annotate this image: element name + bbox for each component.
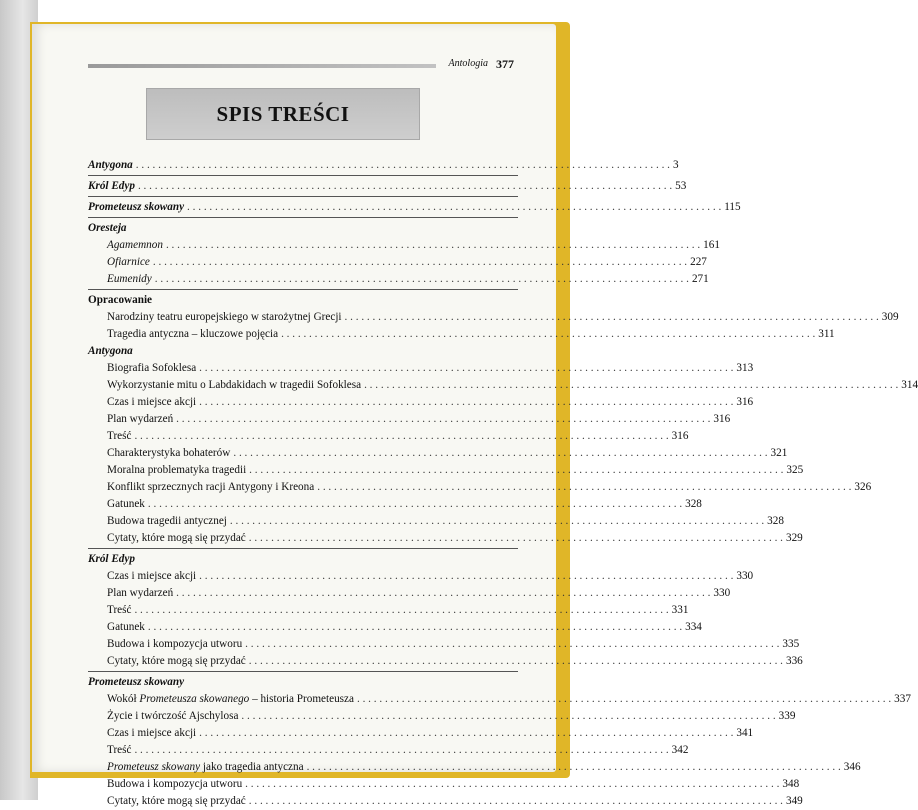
- toc-entry-page: 326: [854, 481, 872, 493]
- toc-entry-label: Plan wydarzeń: [107, 587, 174, 599]
- toc-entry-agamemnon: [88, 237, 720, 254]
- toc-entry-label: Gatunek: [107, 621, 145, 633]
- toc-entry-page: 341: [736, 727, 754, 739]
- leader-dots: [134, 742, 668, 759]
- page-header: [88, 58, 514, 74]
- toc-heading-label: Prometeusz skowany: [88, 676, 185, 688]
- toc-heading-prometeusz: [88, 674, 518, 691]
- toc-entry-label: Moralna problematyka tragedii: [107, 464, 247, 476]
- leader-dots: [136, 157, 670, 174]
- toc-entry-krol-edyp: [88, 178, 687, 195]
- toc-entry-label: Czas i miejsce akcji: [107, 396, 197, 408]
- divider: [88, 217, 518, 218]
- leader-dots: [230, 513, 764, 530]
- toc-entry: [88, 428, 689, 445]
- leader-dots: [249, 653, 783, 670]
- toc-entry-page: 335: [782, 638, 800, 650]
- toc-entry: [88, 585, 731, 602]
- divider: [88, 175, 518, 176]
- toc-entry-label: [107, 759, 304, 776]
- toc-entry-label: Eumenidy: [107, 273, 152, 285]
- leader-dots: [249, 462, 783, 479]
- leader-dots: [166, 237, 700, 254]
- leader-dots: [199, 360, 733, 377]
- toc-entry-label: Czas i miejsce akcji: [107, 727, 197, 739]
- divider: [88, 548, 518, 549]
- toc-entry-label: Gatunek: [107, 498, 145, 510]
- leader-dots: [245, 636, 779, 653]
- toc-entry-label: Tragedia antyczna – kluczowe pojęcia: [107, 328, 279, 340]
- toc-heading-antygona: [88, 343, 518, 360]
- toc-entry-page: 53: [675, 180, 687, 192]
- toc-entry-prometeusz: [88, 199, 741, 216]
- leader-dots: [345, 309, 879, 326]
- leader-dots: [307, 759, 841, 776]
- toc-entry-page: 309: [881, 311, 899, 323]
- toc-entry-label: Konflikt sprzecznych racji Antygony i Kreona: [107, 481, 315, 493]
- toc-entry-label: Życie i twórczość Ajschylosa: [107, 710, 239, 722]
- header-rule: [88, 64, 436, 68]
- toc-entry: [88, 377, 918, 394]
- toc-entry-label: Cytaty, które mogą się przydać: [107, 655, 246, 667]
- toc-entry: [88, 619, 702, 636]
- toc-entry-label: Król Edyp: [88, 180, 135, 192]
- leader-dots: [249, 530, 783, 547]
- toc-entry-label: Biografia Sofoklesa: [107, 362, 197, 374]
- toc-entry: [88, 653, 803, 670]
- toc-entry: [88, 725, 754, 742]
- toc-entry-page: 348: [782, 778, 800, 790]
- toc-heading-label: Król Edyp: [88, 553, 135, 565]
- leader-dots: [199, 725, 733, 742]
- page-number: 377: [496, 57, 514, 71]
- toc-entry-label: [107, 691, 354, 708]
- leader-dots: [364, 377, 898, 394]
- toc-entry-label: Treść: [107, 744, 132, 756]
- toc-entry: [88, 759, 861, 776]
- leader-dots: [134, 428, 668, 445]
- toc-heading-label: Oresteja: [88, 222, 127, 234]
- toc-entry: [88, 326, 835, 343]
- toc-entry: [88, 411, 731, 428]
- toc-entry: [88, 691, 911, 708]
- toc-entry-label: Cytaty, które mogą się przydać: [107, 532, 246, 544]
- toc-entry-page: 330: [736, 570, 754, 582]
- leader-dots: [199, 394, 733, 411]
- toc-entry-page: 271: [691, 273, 709, 285]
- toc-entry-page: 346: [843, 761, 861, 773]
- title-box: [146, 88, 420, 140]
- leader-dots: [281, 326, 815, 343]
- toc-entry-antygona: [88, 157, 679, 174]
- toc-entry-page: 334: [685, 621, 702, 633]
- toc-entry: [88, 530, 803, 547]
- toc-entry: [88, 496, 702, 513]
- toc-entry: [88, 602, 689, 619]
- toc-entry: [88, 776, 800, 793]
- toc-entry: [88, 742, 689, 759]
- toc-entry-page: 337: [894, 693, 911, 705]
- toc-entry-page: 316: [713, 413, 731, 425]
- toc-entry: [88, 360, 754, 377]
- toc-title: SPIS TREŚCI: [216, 101, 350, 126]
- leader-dots: [317, 479, 851, 496]
- toc-entry-page: 339: [778, 710, 796, 722]
- leader-dots: [176, 585, 710, 602]
- book-page: [32, 24, 918, 807]
- leader-dots: [241, 708, 775, 725]
- leader-dots: [148, 619, 682, 636]
- label-suffix: jako tragedia antyczna: [200, 761, 304, 773]
- toc-entry: [88, 793, 803, 810]
- leader-dots: [153, 254, 687, 271]
- toc-entry-page: 342: [671, 744, 689, 756]
- toc-entry-page: 161: [703, 239, 720, 251]
- label-suffix: – historia Prometeusza: [249, 693, 354, 705]
- toc-entry-page: 313: [736, 362, 754, 374]
- toc-heading-label: Antygona: [88, 345, 133, 357]
- toc-entry-label: Wykorzystanie mitu o Labdakidach w tragedii Sofoklesa: [107, 379, 362, 391]
- divider: [88, 289, 518, 290]
- toc-entry-label: Plan wydarzeń: [107, 413, 174, 425]
- leader-dots: [249, 793, 783, 810]
- toc-entry-page: 316: [671, 430, 689, 442]
- toc-entry-label: Prometeusz skowany: [88, 201, 185, 213]
- leader-dots: [245, 776, 779, 793]
- toc-entry-page: 328: [767, 515, 784, 527]
- toc-entry-page: 321: [770, 447, 788, 459]
- toc-entry-page: 316: [736, 396, 754, 408]
- toc-heading-krol-edyp: [88, 551, 518, 568]
- toc-entry: [88, 479, 872, 496]
- toc-heading-label: Opracowanie: [88, 294, 153, 306]
- toc-entry: [88, 394, 754, 411]
- toc-entry: [88, 445, 788, 462]
- toc-entry-label: Antygona: [88, 159, 133, 171]
- leader-dots: [148, 496, 682, 513]
- toc-entry-page: 311: [818, 328, 835, 340]
- toc-entry-page: 331: [671, 604, 689, 616]
- toc-entry-label: Charakterystyka bohaterów: [107, 447, 231, 459]
- label-title: Prometeusz skowany: [107, 761, 201, 773]
- toc-entry-eumenidy: [88, 271, 709, 288]
- running-title: Antologia: [448, 58, 488, 69]
- toc-entry-label: Cytaty, które mogą się przydać: [107, 795, 246, 807]
- leader-dots: [176, 411, 710, 428]
- toc-entry-page: 329: [785, 532, 803, 544]
- toc-entry-page: 3: [672, 159, 679, 171]
- label-prefix: Wokół: [107, 693, 140, 705]
- toc-entry-ofiarnice: [88, 254, 707, 271]
- toc-entry: [88, 708, 796, 725]
- toc-entry-page: 336: [785, 655, 803, 667]
- toc-entry-label: Treść: [107, 604, 132, 616]
- toc-entry: [88, 568, 754, 585]
- leader-dots: [357, 691, 891, 708]
- toc-entry-label: Czas i miejsce akcji: [107, 570, 197, 582]
- toc-heading-opracowanie: [88, 292, 518, 309]
- divider: [88, 671, 518, 672]
- toc-entry: [88, 462, 804, 479]
- toc-entry-label: Ofiarnice: [107, 256, 150, 268]
- divider: [88, 196, 518, 197]
- toc-entry-label: Budowa i kompozycja utworu: [107, 638, 243, 650]
- toc-entry-page: 325: [786, 464, 804, 476]
- toc-entry-page: 349: [785, 795, 803, 807]
- toc-entry-label: Agamemnon: [107, 239, 163, 251]
- leader-dots: [155, 271, 689, 288]
- leader-dots: [134, 602, 668, 619]
- toc-entry: [88, 309, 899, 326]
- toc-entry-label: Budowa tragedii antycznej: [107, 515, 227, 527]
- toc-entry-label: Treść: [107, 430, 132, 442]
- toc-entry-label: Narodziny teatru europejskiego w starożytnej Grecji: [107, 311, 342, 323]
- toc-entry: [88, 513, 784, 530]
- toc-entry-page: 227: [690, 256, 707, 268]
- leader-dots: [233, 445, 767, 462]
- leader-dots: [187, 199, 721, 216]
- leader-dots: [138, 178, 672, 195]
- toc-entry-page: 115: [724, 201, 741, 213]
- toc-heading-oresteja: [88, 220, 518, 237]
- toc-entry-page: 328: [685, 498, 702, 510]
- table-of-contents: [88, 157, 918, 810]
- toc-entry-label: Budowa i kompozycja utworu: [107, 778, 243, 790]
- label-title: Prometeusza skowanego: [139, 693, 250, 705]
- toc-entry-page: 330: [713, 587, 731, 599]
- toc-entry-page: 314: [901, 379, 918, 391]
- toc-entry: [88, 636, 800, 653]
- leader-dots: [199, 568, 733, 585]
